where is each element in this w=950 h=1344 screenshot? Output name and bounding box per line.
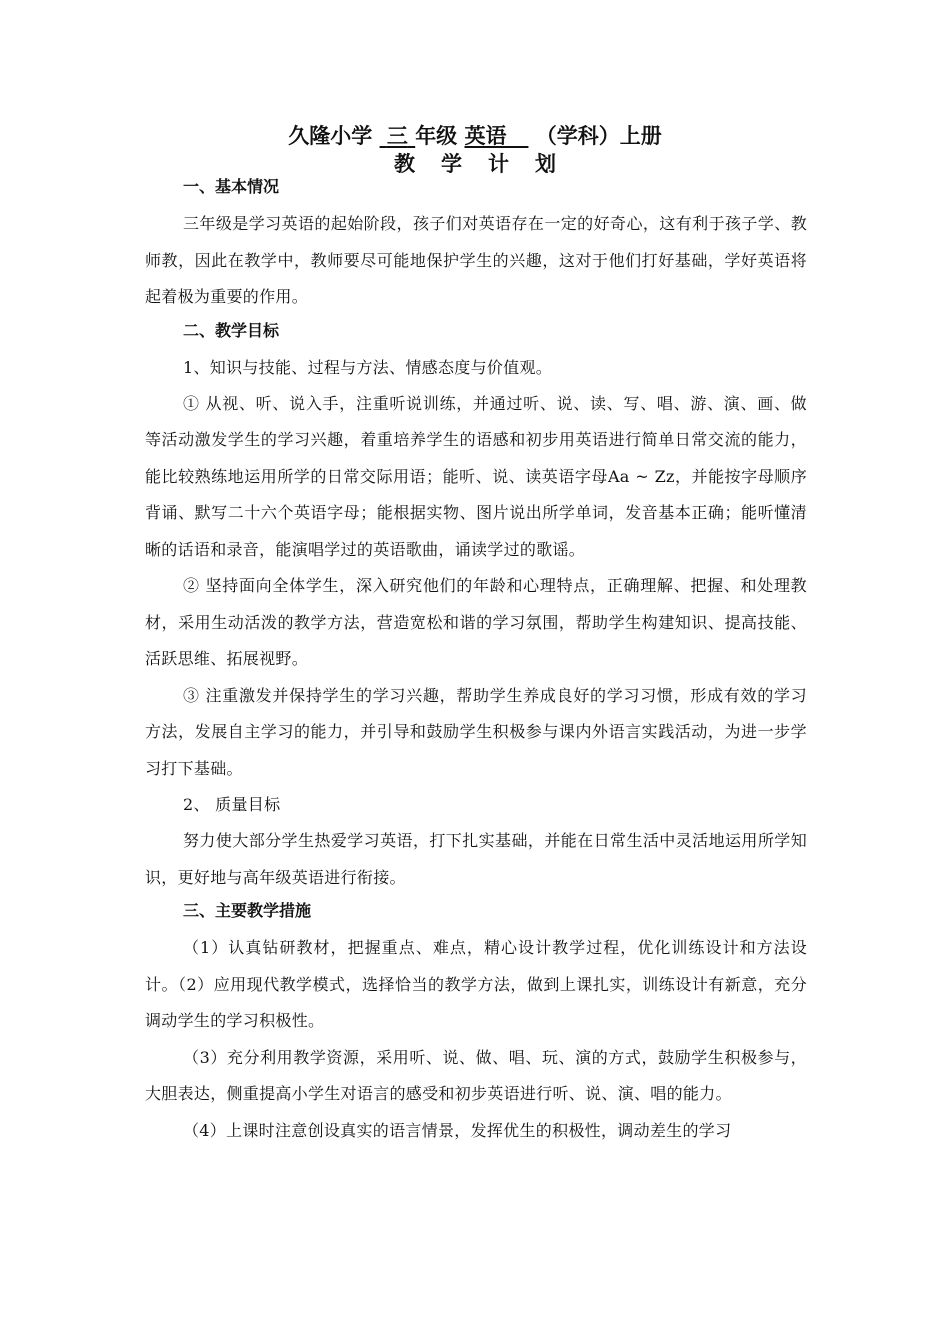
- paragraph-goal-2: 2、 质量目标: [183, 795, 281, 814]
- subject-field: 英语: [464, 124, 507, 148]
- section-heading-teaching-goals: 二、教学目标: [183, 320, 280, 340]
- paragraph-measure-3: （3）充分利用教学资源，采用听、说、做、唱、玩、演的方式，鼓励学生积极参与，大胆表达，侧重提高小学生对语言的感受和初步英语进行听、说、演、唱的能力。: [145, 1047, 807, 1103]
- paragraph-goal-1: 1、知识与技能、过程与方法、情感态度与价值观。: [183, 357, 553, 377]
- document-subtitle: 教学计划: [394, 152, 582, 176]
- grade-field: 三: [386, 124, 408, 148]
- section-heading-teaching-measures: 三、主要教学措施: [183, 901, 312, 920]
- paragraph-measure-1-2: （1）认真钻研教材，把握重点、难点，精心设计教学过程，优化训练设计和方法设计。（2）应用现代教学模式，选择恰当的教学方法，做到上课扎实，训练设计有新意，充分调动学生的学习积极性。: [145, 938, 807, 1030]
- paragraph-goal-1-item-2: ② 坚持面向全体学生，深入研究他们的年龄和心理特点，正确理解、把握、和处理教材，采用生动活泼的教学方法，营造宽松和谐的学习氛围，帮助学生构建知识、提高技能、活跃思维、拓展视野。: [145, 576, 807, 668]
- section-heading-basic-situation: 一、基本情况: [183, 177, 280, 196]
- paragraph-goal-2-detail: 努力使大部分学生热爱学习英语，打下扎实基础，并能在日常生活中灵活地运用所学知识，更好地与高年级英语进行衔接。: [145, 831, 807, 887]
- document-body: [145, 174, 807, 1149]
- paragraph-goal-1-item-3: ③ 注重激发并保持学生的学习兴趣，帮助学生养成良好的学习习惯，形成有效的学习方法，发展自主学习的能力，并引导和鼓励学生积极参与课内外语言实践活动，为进一步学习打下基础。: [145, 685, 807, 778]
- paragraph-goal-1-item-1: ① 从视、听、说入手，注重听说训练，并通过听、说、读、写、唱、游、演、画、做等活动激发学生的学习兴趣，着重培养学生的语感和初步用英语进行简单日常交流的能力，能比较熟练地运用所学的日常交际用语；能听、说、读英语字母Aa ~ Zz，并能按字母顺序背诵、默写二十六个英语字母；能根据实物、图片说出所学单词，发音基本正确；能听懂清晰的话语和录音，能演唱学过的英语歌曲，诵读学过的歌谣。: [145, 393, 807, 559]
- document-title: [0, 122, 950, 150]
- subject-suffix: （学科）上册: [535, 124, 662, 148]
- paragraph-measure-4: （4）上课时注意创设真实的语言情景，发挥优生的积极性，调动差生的学习: [183, 1120, 732, 1140]
- grade-suffix: 年级: [415, 124, 458, 148]
- school-name: 久隆小学: [288, 124, 373, 148]
- paragraph-basic-situation: 三年级是学习英语的起始阶段，孩子们对英语存在一定的好奇心，这有利于孩子学、教师教，因此在教学中，教师要尽可能地保护学生的兴趣，这对于他们打好基础，学好英语将起着极为重要的作用。: [145, 214, 807, 306]
